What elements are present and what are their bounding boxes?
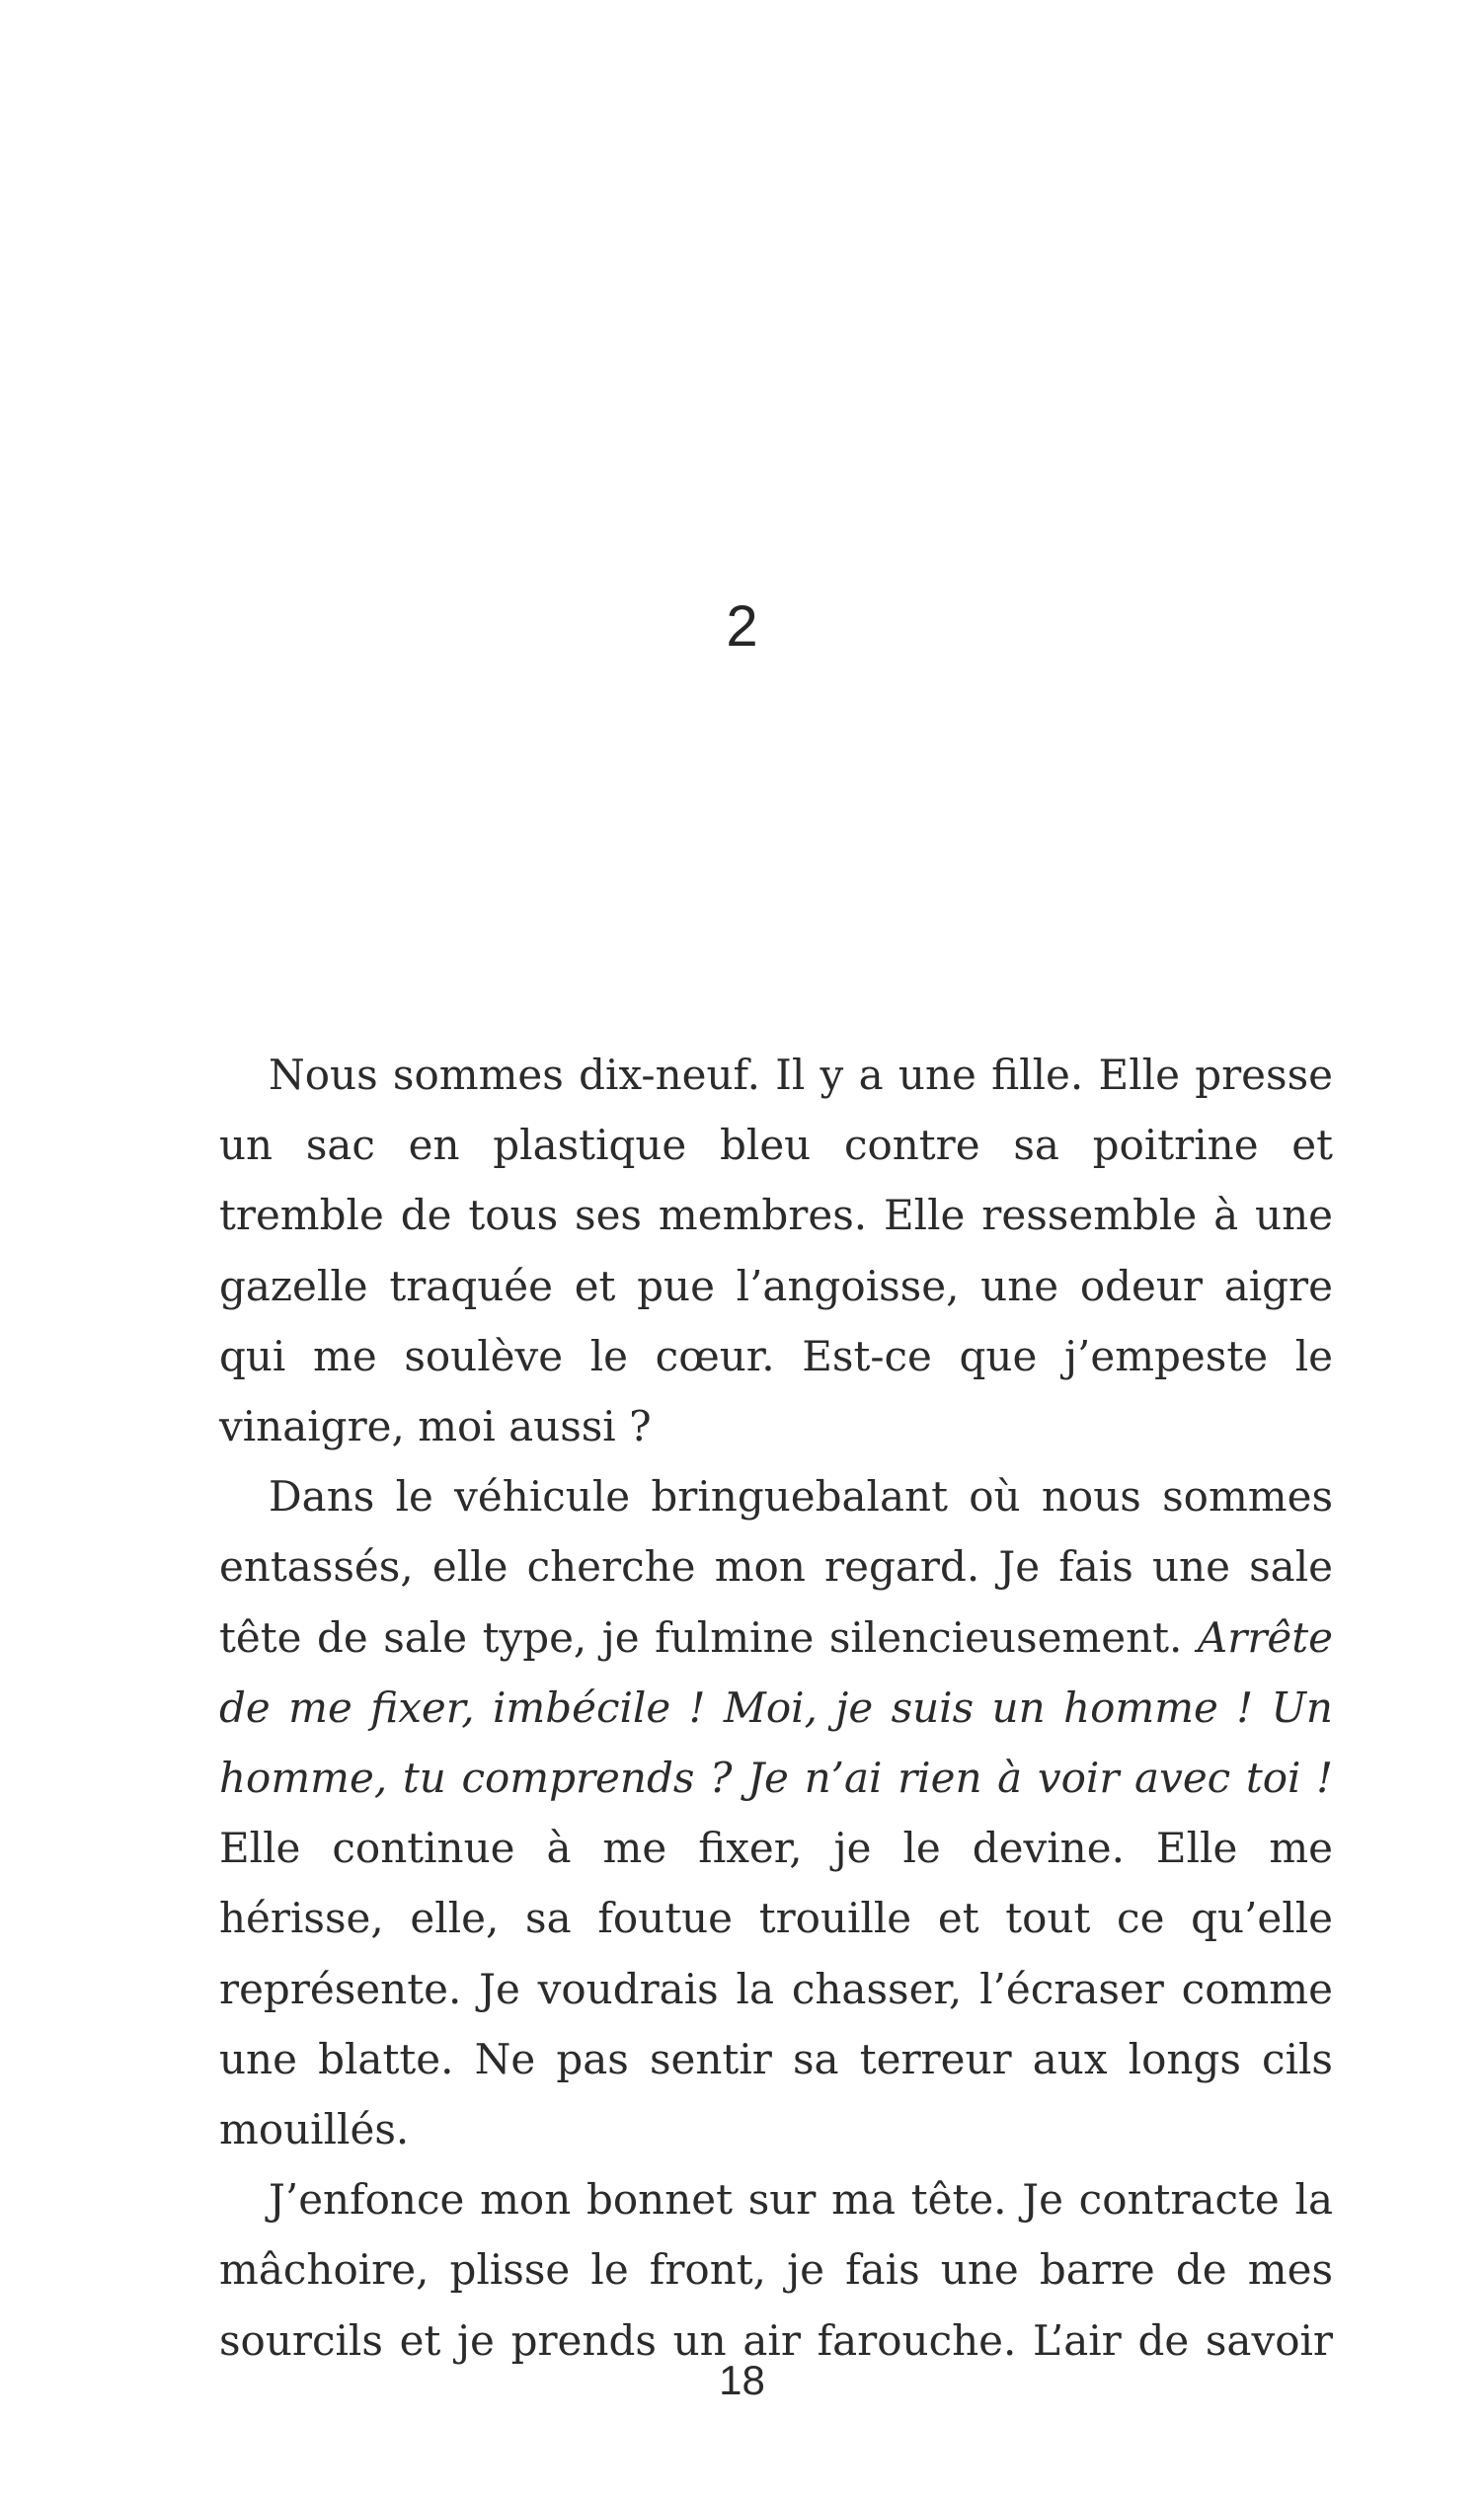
paragraph (219, 1461, 1333, 2164)
paragraph-text: Dans le véhicule bringuebalant où nous sommes entassés, elle cherche mon regard. Je fais une sale tête de sale type, je fulmine silencieusement. (219, 1472, 1333, 1662)
paragraph: Nous sommes dix-neuf. Il y a une fille. Elle presse un sac en plastique bleu contre sa poitrine et tremble de tous ses membres. Elle ressemble à une gazelle traquée et pue l’angoisse, une odeur aigre qui me soulève le cœur. Est-ce que j’empeste le vinaigre, moi aussi ? (219, 1051, 1333, 1451)
paragraph-italic-thought: Arrête de me fixer, imbécile ! Moi, je suis un homme ! Un homme, tu comprends ? Je n’ai rien à voir avec toi ! (219, 1612, 1333, 1803)
paragraph: J’enfonce mon bonnet sur ma tête. Je contracte la mâchoire, plisse le front, je fais une barre de mes sourcils et je prends un air farouche. L’air de savoir (219, 2175, 1333, 2365)
page-number: 18 (719, 2357, 765, 2403)
paragraph-text: Elle continue à me fixer, je le devine. Elle me hérisse, elle, sa foutue trouille et tout ce qu’elle représente. Je voudrais la chasser, l’écraser comme une blatte. Ne pas sentir sa terreur aux longs cils mouillés. (219, 1824, 1333, 2154)
body-text (219, 1040, 1333, 2376)
chapter-number: 2 (726, 594, 758, 659)
